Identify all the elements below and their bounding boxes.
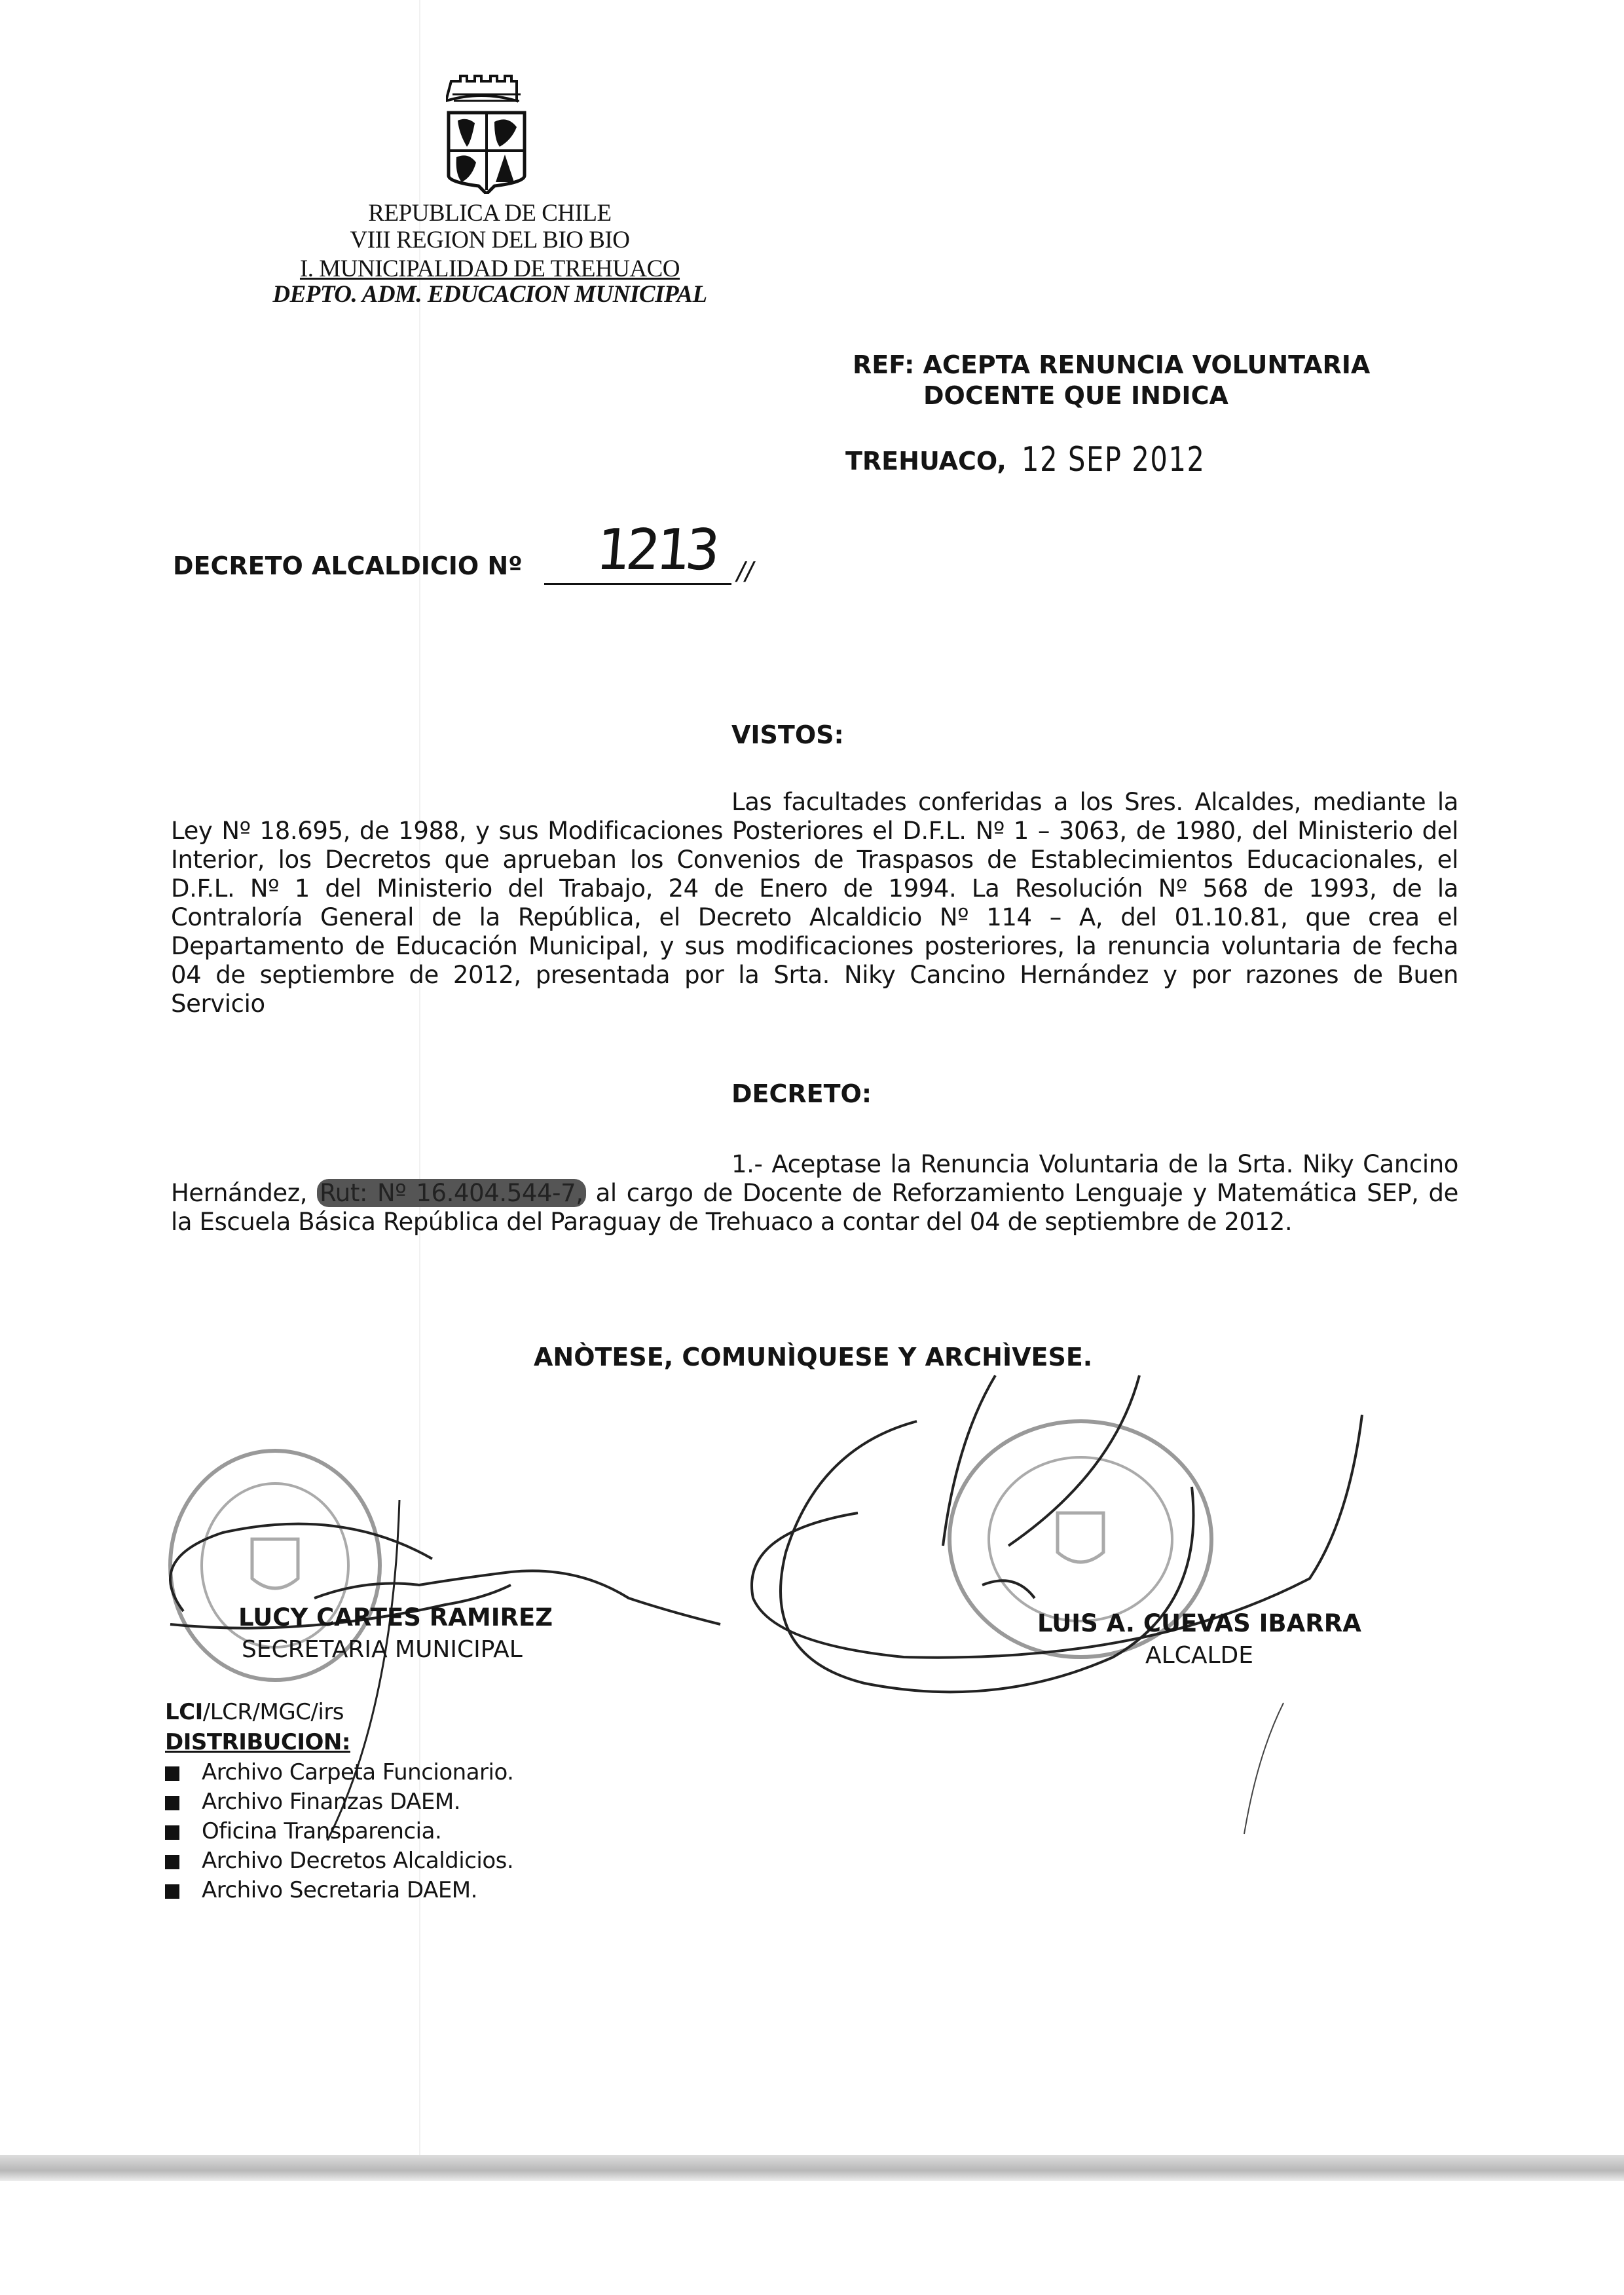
vistos-line: 04 de septiembre de 2012, presentada por la Srta. Niky Cancino Hernández y por razones de Buen <box>171 961 1458 989</box>
right-signatory-name: LUIS A. CUEVAS IBARRA <box>1037 1609 1361 1637</box>
vistos-line: Servicio <box>171 990 265 1018</box>
date-stamp: 12 SEP 2012 <box>1022 440 1206 479</box>
vistos-heading: VISTOS: <box>731 720 844 749</box>
decreto-text: al cargo de Docente de Reforzamiento Lenguaje y Matemática SEP, de <box>595 1179 1458 1207</box>
right-signatory-title: ALCALDE <box>1145 1642 1253 1669</box>
decree-label: DECRETO ALCALDICIO Nº <box>173 551 523 580</box>
closing-formula: ANÒTESE, COMUNÌQUESE Y ARCHÌVESE. <box>534 1343 1093 1371</box>
municipal-crest-icon <box>446 75 527 194</box>
distribution-item <box>165 1787 514 1817</box>
square-bullet-icon <box>165 1855 179 1869</box>
distribution-item-label: Oficina Transparencia. <box>202 1818 442 1844</box>
header-republic: REPUBLICA DE CHILE <box>368 200 612 227</box>
initials-bold: LCI <box>165 1699 203 1725</box>
decree-number-underline <box>544 583 731 585</box>
distribution-item-label: Archivo Secretaria DAEM. <box>202 1877 477 1903</box>
vistos-paragraph <box>171 788 1458 1018</box>
redacted-rut: Rut: Nº 16.404.544-7, <box>317 1179 585 1207</box>
ref-line-1: REF: ACEPTA RENUNCIA VOLUNTARIA <box>853 350 1371 379</box>
left-signatory-name: LUCY CARTES RAMIREZ <box>238 1603 553 1632</box>
vistos-line: D.F.L. Nº 1 del Ministerio del Trabajo, 24 de Enero de 1994. La Resolución Nº 568 de 1993, de la <box>171 874 1458 903</box>
initials <box>165 1699 344 1725</box>
distribution-item-label: Archivo Carpeta Funcionario. <box>202 1759 514 1785</box>
decreto-line <box>171 1179 1458 1208</box>
square-bullet-icon <box>165 1766 179 1781</box>
vistos-line: Departamento de Educación Municipal, y sus modificaciones posteriores, la renuncia voluntaria de fecha <box>171 932 1458 960</box>
header-municipality: I. MUNICIPALIDAD DE TREHUACO <box>299 255 680 282</box>
vistos-line: Las facultades conferidas a los Sres. Alcaldes, mediante la <box>731 788 1458 816</box>
decree-number-handwritten: 1213 <box>593 517 719 583</box>
distribution-item-label: Archivo Finanzas DAEM. <box>202 1789 461 1815</box>
place: TREHUACO, <box>845 447 1006 476</box>
decreto-line: 1.- Aceptase la Renuncia Voluntaria de la Srta. Niky Cancino <box>731 1150 1458 1178</box>
square-bullet-icon <box>165 1884 179 1899</box>
decreto-line: la Escuela Básica República del Paraguay de Trehuaco a contar del 04 de septiembre de 2012. <box>171 1208 1293 1236</box>
distribution-item-label: Archivo Decretos Alcaldicios. <box>202 1848 514 1874</box>
distribution-item <box>165 1846 514 1876</box>
ref-line-2: DOCENTE QUE INDICA <box>923 381 1228 410</box>
initials-rest: /LCR/MGC/irs <box>202 1699 344 1725</box>
scan-bottom-edge <box>0 2155 1624 2181</box>
left-signatory-title: SECRETARIA MUNICIPAL <box>242 1636 523 1663</box>
distribution-list <box>165 1758 514 1905</box>
square-bullet-icon <box>165 1825 179 1840</box>
header-department: DEPTO. ADM. EDUCACION MUNICIPAL <box>272 281 707 308</box>
distribution-item <box>165 1758 514 1787</box>
distribution-heading: DISTRIBUCION: <box>165 1729 350 1755</box>
decreto-paragraph <box>171 1150 1458 1237</box>
vistos-line: Ley Nº 18.695, de 1988, y sus Modificaciones Posteriores el D.F.L. Nº 1 – 3063, de 1980, del Ministerio del <box>171 817 1458 845</box>
decreto-heading: DECRETO: <box>731 1079 872 1108</box>
decree-suffix: // <box>737 557 754 586</box>
distribution-item <box>165 1817 514 1846</box>
header-region: VIII REGION DEL BIO BIO <box>350 227 630 253</box>
decreto-text: Hernández, <box>171 1179 308 1207</box>
distribution-item <box>165 1876 514 1905</box>
square-bullet-icon <box>165 1796 179 1810</box>
vistos-line: Contraloría General de la República, el Decreto Alcaldicio Nº 114 – A, del 01.10.81, que crea el <box>171 903 1458 931</box>
vistos-line: Interior, los Decretos que aprueban los Convenios de Traspasos de Establecimientos Educacionales, el <box>171 846 1458 874</box>
